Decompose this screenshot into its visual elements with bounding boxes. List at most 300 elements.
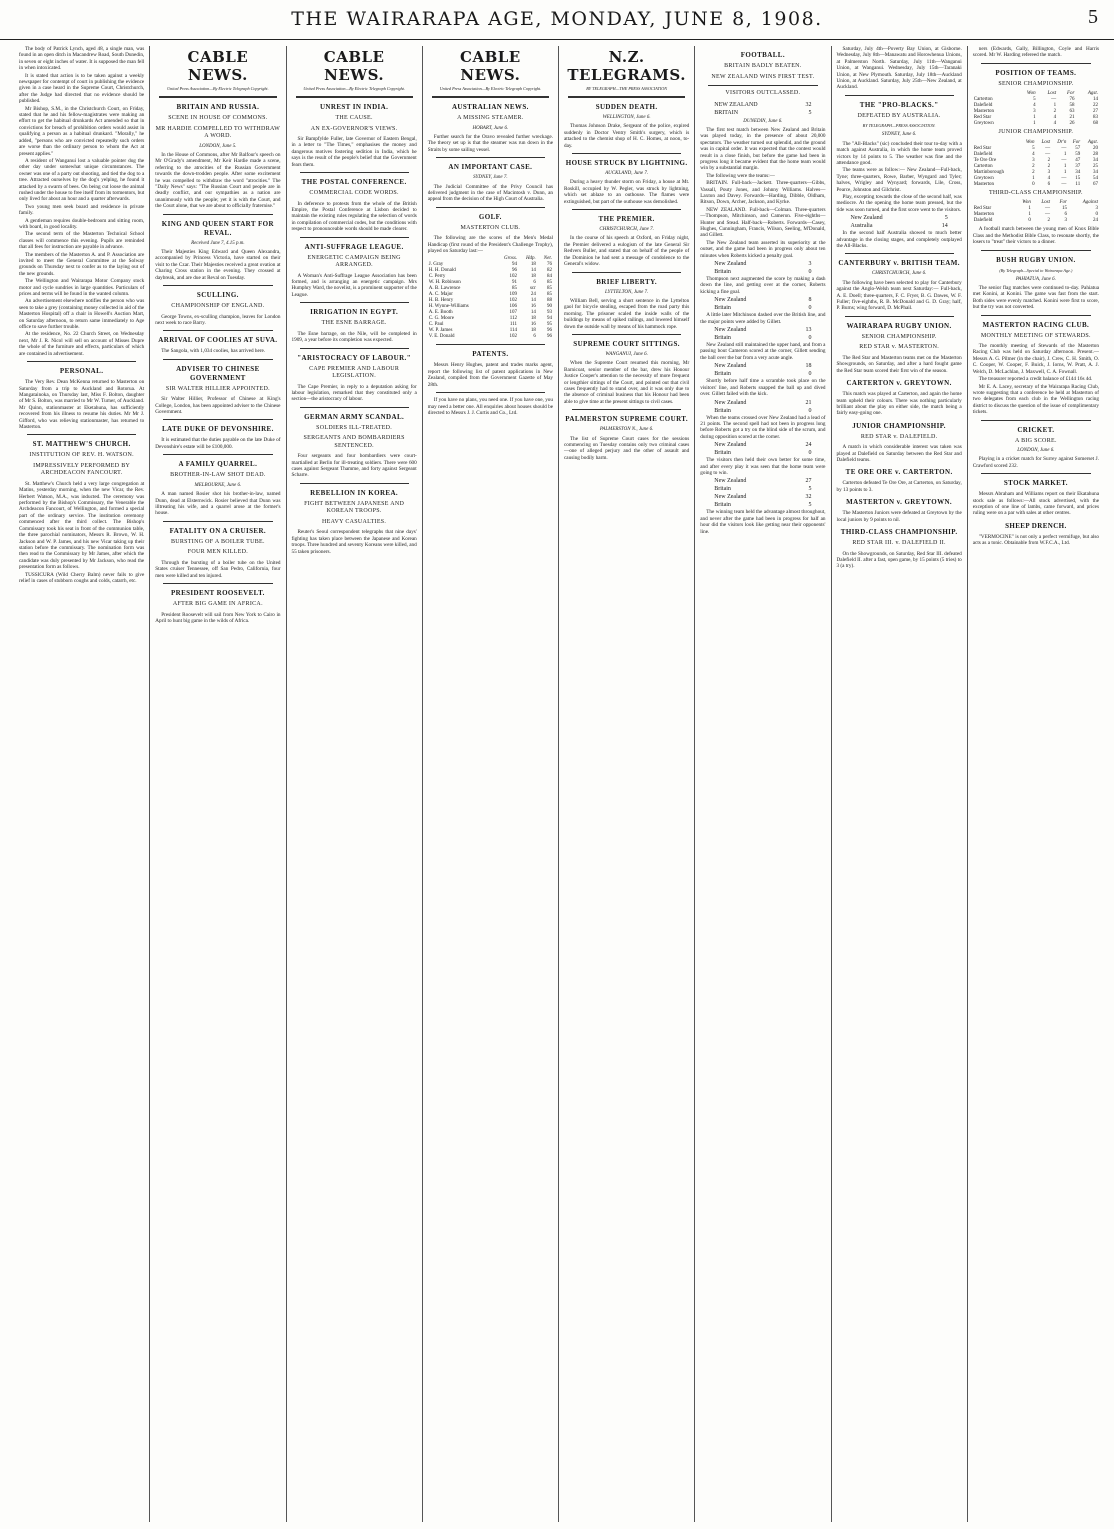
paragraph: The Very Rev. Dean McKenna returned to Masterton on Saturday from a trip to Auckland and Rotorua. At Mangatainoka, on Thursday last, Miss F. Bolton, daughter of Mr S. Bolton, was married to Mr W. Turner, of Auckland. Mr Quinn, stationmaster at Eketahuna, has sufficiently recovered from his illness to resume his duties. Mr Mr J. Gifford, who was relieving stationmaster, has returned to Masterton. xyxy=(19,379,145,430)
paragraph: In the course of his speech at Oxford, on Friday night, the Premier delivered a eulogism of the late General Sir Redvers Buller, and stated that on behalf of the people of the Dominion he had sent a message of condolence to the General's widow. xyxy=(564,235,690,268)
paragraph: A man named Rosier shot his brother-in-law, named Dunn, dead at Elsternwick. Rosier believed that Dunn was illtreating his wife, and a quarrel arose at the former's house. xyxy=(155,491,281,517)
table-cell: 15 xyxy=(1062,206,1067,212)
table-cell: 6 xyxy=(533,280,536,286)
paragraph: The teams were as follow:— New Zealand—Full-back, Tyne; three-quarters, Rowe, Barber, Wyngard and Tyler; halves, Wrigley and Wynyard; forwards, Lile, Cross, Pearce, Johnston and Gilchrist. xyxy=(836,167,962,193)
paragraph: Sir Bampfylde Fuller, late Governor of Eastern Bengal, in a letter to "The Times," emphasises the money and dangerous motives fostering sedition in India, which he says is the result of the people's belief that the Government fears them. xyxy=(291,136,417,168)
dateline: LONDON, June 6. xyxy=(1017,448,1055,454)
paragraph: Four sergeants and four bombardiers were court-martialled at Berlin for ill-treating soldiers. There were 600 cases against Sergeant Thamme, and forty against Sergeant Scharre. xyxy=(291,453,417,479)
table-cell: A. E. Booth xyxy=(428,310,453,316)
sub-heading: A BIG SCORE. xyxy=(1014,437,1057,444)
paragraph: A match in which considerable interest was taken was played at Dalefield on Saturday between the Red Star and Dalefield teams. xyxy=(836,444,962,464)
table-cell: 1 xyxy=(1033,121,1036,127)
divider xyxy=(436,392,545,393)
table-cell: 68 xyxy=(1093,121,1098,127)
table-header: Lost xyxy=(1047,91,1057,97)
table-cell: 82 xyxy=(547,268,552,274)
table-cell: 54 xyxy=(1093,175,1098,181)
sub-heading: ENERGETIC CAMPAIGN BEING ARRANGED. xyxy=(307,254,401,269)
section-heading: CANTERBURY v. BRITISH TEAM. xyxy=(838,259,960,268)
table-cell: 5 xyxy=(1033,97,1036,103)
section-heading: PALMERSTON SUPREME COURT. xyxy=(565,415,688,424)
table-cell: 4 xyxy=(1047,175,1051,181)
table-cell: 24 xyxy=(1093,218,1098,224)
paragraph: The Wellington and Wairarapa Motor Company stock motor and cycle sundries in large quantities. Particulars of prices and terms will be found in the wanted column. xyxy=(19,278,145,298)
table-cell: Red Star xyxy=(973,206,992,212)
table-cell: 96 xyxy=(547,334,552,340)
sub-heading: BRITAIN BADLY BEATEN. xyxy=(724,63,802,69)
table-cell: 25 xyxy=(1093,163,1098,169)
table-cell: 28 xyxy=(1093,151,1098,157)
dateline: SYDNEY, June 7. xyxy=(473,175,508,181)
divider xyxy=(845,316,954,317)
team-name: New Zealand xyxy=(714,327,747,334)
table-cell: 102 xyxy=(509,334,518,340)
table-cell: 1 xyxy=(1028,212,1031,218)
table-cell: — xyxy=(1051,97,1057,103)
score-line xyxy=(837,214,962,222)
team-score: 3 xyxy=(808,261,812,268)
table-cell: 1 xyxy=(1053,103,1057,109)
table-cell: 6 xyxy=(533,334,536,340)
table-cell: 85 xyxy=(547,286,552,292)
score-line xyxy=(700,485,825,493)
paragraph: Thompson next augmented the score by making a dash down the line, and getting over at the corner, Roberts kicking a fine goal. xyxy=(700,276,826,295)
paragraph: The second term of the Masterton Technical School classes will commence this evening. Pupils are reminded that all fees for instruction are payable in advance. xyxy=(19,231,145,251)
paragraph: Messrs Henry Hughes, patent and trades marks agent, report the following list of patent applications in New Zealand, compiled from the Government Gazette of May 28th. xyxy=(427,362,553,388)
table-cell: 111 xyxy=(509,322,518,328)
paragraph: This match was played at Carterton, and again the home team upheld their colours. There was nothing particularly brilliant about the play on either side, the match being a fairly easy-going one. xyxy=(836,391,962,417)
paragraph: William Bell, serving a short sentence in the Lyttelton gaol for bicycle stealing, escaped from the road party this morning. The prisoner scaled the inside walls of the buildings by means of spiked railings, and lowered himself down the outside wall by means of his hammock rope. xyxy=(564,297,690,330)
dateline: LYTTELTON, June 7. xyxy=(604,289,649,295)
sub-heading: HEAVY CASUALTIES. xyxy=(322,518,387,525)
sub-heading: RED STAR v. DALEFIELD. xyxy=(860,433,938,440)
sub-heading: FIGHT BETWEEN JAPANESE AND KOREAN TROOPS. xyxy=(304,500,405,515)
score-line xyxy=(700,304,825,312)
section-heading: PRESIDENT ROOSEVELT. xyxy=(170,589,265,597)
table-cell: C. Perry xyxy=(428,274,446,280)
sub-heading: INSTITUTION OF REV. H. WATSON. xyxy=(29,452,134,459)
team-name: NEW ZEALAND xyxy=(714,101,758,108)
table-cell: 1 xyxy=(1063,169,1067,175)
table-cell: Red Star xyxy=(973,145,992,151)
page-number: 5 xyxy=(1088,6,1098,28)
section-heading: STOCK MARKET. xyxy=(1003,479,1068,488)
table-header: For xyxy=(1067,91,1075,97)
paragraph: The body of Patrick Lynch, aged 48, a single man, was found in an open ditch in Macandrew Road, South Dunedin, in seven or eight inches of water. It is supposed the man fell in when intoxicated. xyxy=(19,46,145,72)
divider xyxy=(300,237,409,238)
team-name: Britain xyxy=(714,371,731,378)
table-cell: 11 xyxy=(1075,181,1081,187)
table-header: Net. xyxy=(543,256,552,262)
table-cell: 91 xyxy=(512,280,518,286)
third-class-standings-table xyxy=(973,200,1099,224)
paragraph: When the teams crossed over New Zealand had a lead of 21 points. The second spell had not been in progress long before Roberts got a try on the blind side of the scrum, and during opposition scored at the corner. xyxy=(700,414,826,440)
credit-line: BY TELEGRAPH—PRESS ASSOCIATION. xyxy=(862,123,936,129)
sub-heading: THIRD-CLASS CHAMPIONSHIP. xyxy=(988,189,1083,196)
senior-standings-table xyxy=(973,91,1099,127)
table-cell: J. Gray xyxy=(428,262,444,268)
dateline: CHRISTCHURCH, June 7. xyxy=(599,227,654,233)
table-cell: — xyxy=(1061,181,1067,187)
divider xyxy=(27,361,136,362)
golf-scores-table xyxy=(428,256,553,340)
table-row xyxy=(973,121,1099,127)
sub-heading: SENIOR CHAMPIONSHIP. xyxy=(861,333,937,340)
section-heading: REBELLION IN KOREA. xyxy=(310,488,399,497)
divider xyxy=(572,209,681,210)
divider xyxy=(163,583,272,584)
score-line xyxy=(700,399,825,407)
table-row xyxy=(973,182,1099,188)
paragraph: Saturday, July 4th—Poverty Bay Union, at Gisborne. Wednesday, July 8th—Manawatu and Horowhenua Unions, at Palmerston North. Saturday, July 11th—Wanganui Union, at Wanganui. Wednesday, July 15th—Taranaki Union, at New Plymouth. Saturday, July 18th—Auckland Union, at Auckland. Saturday, July 25th—New Zealand, at Auckland. xyxy=(836,46,962,91)
section-heading: SUPREME COURT SITTINGS. xyxy=(573,339,680,348)
paragraph: President Roosevelt will sail from New York to Cairo in April to hunt big game in the wilds of Africa. xyxy=(155,611,281,624)
table-cell: 14 xyxy=(530,268,536,274)
table-cell: — xyxy=(1044,212,1050,218)
paragraph: It is estimated that the duties payable on the late Duke of Devonshire's estate will be £100,000. xyxy=(155,437,281,450)
divider xyxy=(163,419,272,420)
paragraph: The senior flag matches were continued to-day. Pahiatua met Konini, at Konini. The game was fast from the start. Both sides were evenly matched. Konini were first to score, but the try was not converted. xyxy=(972,284,1099,311)
score-block xyxy=(700,441,825,457)
team-name: New Zealand xyxy=(714,478,747,485)
paragraph: During a heavy thunder storm on Friday, a house at Mt. Roskill, occupied by W. Pegler, was struck by lightning, which set ablaze to an outhouse. The flames were extinguished, but part of the outhouse was demolished. xyxy=(564,179,690,205)
sub-heading: SIR WALTER HILLIER APPOINTED. xyxy=(165,385,270,392)
section-heading: AN IMPORTANT CASE. xyxy=(448,163,533,172)
table-cell: 2 xyxy=(1047,218,1050,224)
table-cell: 84 xyxy=(547,274,552,280)
section-heading: WAIRARAPA RUGBY UNION. xyxy=(846,321,952,330)
table-cell: 14 xyxy=(530,298,536,304)
table-cell: 34 xyxy=(1075,169,1081,175)
section-heading: BRIEF LIBERTY. xyxy=(596,277,658,286)
table-cell: 6 xyxy=(1064,212,1067,218)
paragraph: A gentleman requires double-bedroom and sitting room, with board, in good locality. xyxy=(19,217,145,230)
table-cell: 114 xyxy=(509,328,518,334)
table-cell: 4 xyxy=(1033,103,1036,109)
table-cell: 18 xyxy=(530,274,536,280)
section-heading: CARTERTON v. GREYTOWN. xyxy=(846,379,952,388)
paragraph: The New Zealand team asserted its superiority at the outset, and the game had been in progress only about ten minutes when Roberts kicked a penalty goal. xyxy=(700,239,826,259)
sub-heading: IMPRESSIVELY PERFORMED BY ARCHDEACON FANCOURT. xyxy=(33,462,131,477)
table-cell: 112 xyxy=(509,316,518,322)
paragraph: The following have been selected to play for Canterbury against the Anglo-Welsh team next Saturday:— Full-back, A. E. Doell; three-quarters, F. C. Fryer, B. G. Dawes, W. F. Fuller; five-eighths, R. B. McDonald and G. D. Gray; half, P. Burns; wing forward, D. McPhail. xyxy=(836,279,962,312)
dateline: DUNEDIN, June 6. xyxy=(743,118,783,124)
table-header: Dr'n xyxy=(1057,139,1067,145)
junior-standings-table xyxy=(973,140,1099,188)
section-heading: SUDDEN DEATH. xyxy=(595,103,658,111)
divider xyxy=(27,434,136,435)
divider xyxy=(981,63,1091,64)
newspaper-title: THE WAIRARAPA AGE, MONDAY, JUNE 8, 1908. xyxy=(291,8,823,30)
table-cell: Dalefield xyxy=(973,218,993,224)
team-score: 21 xyxy=(805,399,812,406)
score-block xyxy=(700,477,825,493)
table-cell: 0 xyxy=(1032,181,1035,187)
paragraph: Their Majesties King Edward and Queen Alexandra, accompanied by Princess Victoria, have started on their visit to the Czar. Their Majesties received a great ovation at Charing Cross station in the evening. They crossed at daybreak, and are due at Reval on Tuesday. xyxy=(155,248,281,281)
score-line xyxy=(700,268,825,276)
team-name: Britain xyxy=(714,450,731,457)
score-line xyxy=(700,477,825,485)
dateline: LONDON, June 5. xyxy=(199,143,237,149)
table-cell: Te Ore Ore xyxy=(973,157,997,163)
section-heading: IRRIGATION IN EGYPT. xyxy=(310,308,399,317)
paragraph: A football match between the young men of Knox Bible Class and the Methodist Bible Class, to resonate shortly, the losers to "treat" their victors to a dinner. xyxy=(972,226,1099,246)
table-cell: 94 xyxy=(512,262,518,268)
section-heading: ADVISER TO CHINESE GOVERNMENT xyxy=(176,364,260,382)
divider xyxy=(708,85,817,86)
paragraph: New Zealand still maintained the upper hand, and from a passing bout Cameron scored at the corner, Gillett sending the ball over the bar from a very acute angle. xyxy=(700,342,826,361)
paragraph: NEW ZEALAND. Full-back—Colman. Three-quarters—Thompson, Mitchinson, and Cameron. Five-eighths—Hunter and Stead. Half-back—Roberts. Forwards—Casey, Hughes, Cunningham, Francis, Wilson, Seeling, M'Donald, and Gillett. xyxy=(700,206,826,239)
divider xyxy=(981,315,1091,316)
table-header: Agst. xyxy=(1087,91,1098,97)
dateline: SYDNEY, June 6. xyxy=(881,132,917,138)
table-cell: Masterton xyxy=(973,181,995,187)
dateline: PAHIATUA, June 6. xyxy=(1015,276,1056,282)
table-cell: 1 xyxy=(1063,151,1067,157)
team-name: New Zealand xyxy=(714,494,747,501)
table-cell: W. P. James xyxy=(428,328,453,334)
table-cell: 18 xyxy=(530,328,536,334)
table-cell: 2 xyxy=(1047,157,1051,163)
table-cell: 85 xyxy=(547,292,552,298)
team-score: 32 xyxy=(805,101,812,108)
score-line xyxy=(700,296,825,304)
table-row xyxy=(428,334,553,340)
score-line xyxy=(700,449,825,457)
dateline: Received June 7, 4.15 p.m. xyxy=(191,240,245,246)
sub-heading: AFTER BIG GAME IN AFRICA. xyxy=(172,601,263,607)
table-row xyxy=(973,218,1099,224)
section-heading: FOOTBALL. xyxy=(740,51,785,59)
table-cell: 90 xyxy=(547,304,552,310)
section-heading: POSITION OF TEAMS. xyxy=(995,68,1077,77)
credit-line: United Press Association—By Electric Telegraph Copyright. xyxy=(303,86,405,91)
section-heading: CRICKET. xyxy=(1017,425,1055,434)
table-header: Won xyxy=(1025,139,1035,145)
table-cell: H. B. Henry xyxy=(428,298,454,304)
section-heading: BUSH RUGBY UNION. xyxy=(996,255,1076,264)
table-cell: — xyxy=(1045,151,1051,157)
table-cell: H. Wynne-Williams xyxy=(428,304,469,310)
sub-heading: RED STAR v. MASTERTON. xyxy=(859,344,940,351)
sub-heading: AN EX-GOVERNOR'S VIEWS. xyxy=(310,125,398,132)
credit-line: BY TELEGRAPH—THE PRESS ASSOCIATION xyxy=(586,86,668,91)
column-8 xyxy=(968,46,1104,1522)
table-cell: 0 xyxy=(1095,212,1098,218)
section-heading: FATALITY ON A CRUISER. xyxy=(169,526,267,535)
section-heading: KING AND QUEEN START FOR REVAL. xyxy=(161,219,274,237)
table-cell: 76 xyxy=(1069,97,1075,103)
table-cell: Greytown xyxy=(973,121,994,127)
team-name: New Zealand xyxy=(714,261,747,268)
paragraph: In the second half Australia showed to much better advantage in the closing stages, and completely outplayed the All-Blacks. xyxy=(836,230,962,250)
paragraph: Mr Bishop, S.M., in the Christchurch Court, on Friday, stated that he and his fellow-magistrates were making an effort to get the habitual drunkards Act amended so that in convictions for breach of prohibition orders would assist in qualifying a person as a habitual drunkard. "Morally," he added, "persons who are convicted repeatedly such orders are worse than the ordinary person to whom the Act at present applies." xyxy=(19,105,145,157)
team-score: 24 xyxy=(805,442,812,449)
table-cell: 4 xyxy=(1032,151,1035,157)
table-cell: 18 xyxy=(530,262,536,268)
score-line xyxy=(700,407,825,415)
column-banner: CABLE NEWS. xyxy=(323,48,385,84)
paragraph: The Cape Premier, in reply to a deputation asking for labour legislation, remarked that they constituted only a section—the aristocracy of labour. xyxy=(291,383,417,403)
table-cell: Carterton xyxy=(973,163,993,169)
table-cell: 83 xyxy=(1093,115,1098,121)
team-score: 5 xyxy=(808,502,812,509)
table-cell: 96 xyxy=(547,328,552,334)
paragraph: ners (Edwards, Gally, Billington, Coyle and Harris scored. Mr W. Harding refereed the match. xyxy=(972,46,1099,59)
table-cell: 109 xyxy=(509,292,518,298)
paragraph: A resident of Wanganui lost a valuable pointer dog the other day under somewhat unique circumstances. The owner was one of a party out shooting, and tied the dog to a tree. Attracted ourselves by the dog's yelping, he found it attacked by a swarm of bees. On being cut loose the animal rushed under the house to free itself from its tormentors, but only lived for about an hour and a quarter afterwards. xyxy=(19,157,145,203)
divider xyxy=(163,214,272,215)
team-score: 5 xyxy=(808,109,812,116)
divider xyxy=(296,96,413,98)
divider xyxy=(568,96,685,98)
section-heading: BRITAIN AND RUSSIA. xyxy=(176,103,260,111)
table-cell: 2 xyxy=(1047,163,1051,169)
table-cell: 76 xyxy=(547,262,552,268)
sub-heading: SERGEANTS AND BOMBARDIERS SENTENCED. xyxy=(303,435,405,449)
team-score: 0 xyxy=(808,305,812,312)
section-heading: HOUSE STRUCK BY LIGHTNING. xyxy=(565,159,688,168)
table-cell: 5 xyxy=(1032,145,1035,151)
divider xyxy=(572,409,681,410)
table-cell: 20 xyxy=(1093,145,1098,151)
table-cell: 58 xyxy=(1069,103,1075,109)
table-cell: 1 xyxy=(1063,163,1067,169)
table-cell: 3 xyxy=(1064,218,1067,224)
divider xyxy=(845,253,954,254)
score-line xyxy=(700,109,825,117)
team-name: Britain xyxy=(714,335,731,342)
table-cell: 3 xyxy=(1047,169,1051,175)
credit-line: United Press Association—By Electric Telegraph Copyright. xyxy=(167,86,269,91)
team-score: 0 xyxy=(808,450,812,457)
paragraph: The list of Supreme Court cases for the sessions commencing on Tuesday contains only two criminal cases—one of alleged perjury and the other of assault and causing bodily harm. xyxy=(564,435,690,461)
section-heading: JUNIOR CHAMPIONSHIP. xyxy=(852,421,946,430)
table-cell: 26 xyxy=(1069,121,1075,127)
score-line xyxy=(700,493,825,501)
sub-heading: RED STAR III. v. DALEFIELD II. xyxy=(852,540,946,547)
table-cell: 3 xyxy=(1095,206,1098,212)
team-score: 8 xyxy=(808,297,812,304)
score-block xyxy=(700,326,825,342)
table-header: Lost xyxy=(1041,200,1050,206)
paragraph: Playing in a cricket match for Surrey against Somerset J. Crawford scored 232. xyxy=(972,456,1099,469)
table-cell: 2 xyxy=(1032,163,1035,169)
table-cell: Dalefield xyxy=(973,103,993,109)
sub-heading: MASTERTON CLUB. xyxy=(460,224,521,231)
dateline: WELLINGTON, June 6. xyxy=(602,115,651,120)
table-cell: 3 xyxy=(1032,157,1035,163)
paragraph: The first test match between New Zealand and Britain was played today, in the presence of about 20,000 spectators. The weather turned out splendid, and the ground was in capital order. It was expected that the contest would result in a close finish, but before the game had been in progress long it became evident that the home team would win by a substantial margin. xyxy=(700,126,826,172)
section-heading: ANTI-SUFFRAGE LEAGUE. xyxy=(304,242,404,251)
table-cell: 16 xyxy=(530,304,536,310)
section-heading: UNREST IN INDIA. xyxy=(319,103,389,111)
team-score: 5 xyxy=(808,486,812,493)
table-cell: — xyxy=(1061,145,1067,151)
sub-heading: VISITORS OUTCLASSED. xyxy=(725,90,801,96)
divider xyxy=(436,207,545,208)
team-name: Australia xyxy=(850,223,873,230)
divider xyxy=(981,420,1091,421)
table-cell: 94 xyxy=(547,316,552,322)
table-cell: 0 xyxy=(1028,218,1031,224)
paragraph: St. Matthew's Church held a very large congregation at Matins, yesterday morning, when the new Vicar, the Rev. Herbert Watson, M.A., was inducted. The ceremony was performed by the Bishop's Commissary, the Venerable the Archdeacon Fancourt, of Wellington, and formed a special part of the ordinary service. The institution ceremony commenced after the third collect. The Bishop's Commissary took his seat in front of the communion table, the three parochial nominators, Messrs R. Brown, W. H. Jackson and W. P. James, and his new Vicar taking up their station before the commissary. The nomination form was then read to the Commissary by Mr James, after which the candidate was duly presented by Mr Jackson, who read the presentation form as follows. xyxy=(19,480,145,571)
sub-heading: CAPE PREMIER AND LABOUR LEGISLATION. xyxy=(309,365,400,379)
table-cell: Dalefield xyxy=(973,151,993,157)
divider xyxy=(159,96,276,98)
table-cell: 34 xyxy=(1093,169,1098,175)
team-score: 18 xyxy=(805,363,812,370)
paragraph: The Sangola, with 1,034 coolies, has arrived here. xyxy=(161,348,266,355)
dateline: CHRISTCHURCH, June 6. xyxy=(871,271,927,277)
score-block xyxy=(700,296,825,312)
section-heading: ST. MATTHEW'S CHURCH. xyxy=(32,440,131,449)
table-cell: 24 xyxy=(530,292,536,298)
divider xyxy=(845,95,954,96)
sub-heading: COMMERCIAL CODE WORDS. xyxy=(309,190,399,197)
section-heading: MASTERTON v. GREYTOWN. xyxy=(846,498,953,507)
team-score: 27 xyxy=(805,478,812,485)
table-cell: 37 xyxy=(1075,163,1081,169)
table-header: Agst. xyxy=(1087,139,1098,145)
section-heading: A FAMILY QUARREL. xyxy=(178,460,258,469)
team-score: 0 xyxy=(808,269,812,276)
paragraph: It is stated that action is to be taken against a weekly newspaper for contempt of court in publishing the evidence given in a case heard in the Supreme Court, Christchurch, after the Judge had directed that no evidence should be published. xyxy=(19,72,145,105)
score-line xyxy=(700,326,825,334)
table-cell: 85 xyxy=(512,286,518,292)
section-heading: AUSTRALIAN NEWS. xyxy=(451,103,529,111)
table-cell: 15 xyxy=(1075,175,1081,181)
team-name: New Zealand xyxy=(714,297,747,304)
paragraph: The winning team held the advantage almost throughout, and never after the game had been in progress for half an hour did the visitors look like getting near their opponents' line. xyxy=(700,509,826,535)
table-cell: 27 xyxy=(1093,109,1098,115)
sub-heading: SOLDIERS ILL-TREATED. xyxy=(316,424,393,431)
table-cell: Red Star xyxy=(973,115,992,121)
section-heading: THE PREMIER. xyxy=(598,215,655,224)
table-cell: 4 xyxy=(1053,115,1057,121)
score-block xyxy=(837,214,962,230)
table-header: Lost xyxy=(1041,139,1051,145)
section-heading: PATENTS. xyxy=(472,350,509,359)
column-5 xyxy=(559,46,695,1522)
paragraph: The visitors then held their own better for some time, and after every play it was seen that the home team were going to win. xyxy=(700,457,826,476)
table-cell: 106 xyxy=(509,304,518,310)
dateline: MELBOURNE, June 6. xyxy=(194,482,242,488)
paragraph: The monthly meeting of Stewards of the Masterton Racing Club was held on Saturday afternoon. Present.—Messrs A. G. Pilmer (in the chair), J. Crew, C. H. Smith, O. C. Cooper, W. Cooper, F. Buick, J. Iorns, W. Pratt, A. J. Welch, D. McLachlan, J. Maxwell, C. A. Fownall. xyxy=(972,343,1099,375)
table-cell: Martinborough xyxy=(973,169,1005,175)
sub-heading: FOUR MEN KILLED. xyxy=(187,549,249,556)
team-name: New Zealand xyxy=(714,442,747,449)
column-4 xyxy=(423,46,559,1522)
table-cell: 2 xyxy=(1053,109,1057,115)
table-cell: A. B. Lawrence xyxy=(428,286,461,292)
divider xyxy=(432,96,549,98)
paragraph: The following were the teams:— xyxy=(706,172,775,179)
paragraph: In deference to protests from the whole of the British Empire, the Postal Conference at Lisbon decided to maintain the existing rules regulating the selection of words in compilation of commercial codes, but the conditions with respect to pronounceable words should be made clearer. xyxy=(291,200,417,233)
paragraph: An advertisement elsewhere notifies the person who was seen to take a grey (containing money collected in aid of the Masterton Hospital) off a chair in Howell's Auction Mart, on Saturday afternoon, to return same immediately to Age office to save further trouble. xyxy=(19,298,145,331)
table-cell: 96 xyxy=(512,268,518,274)
section-heading: LATE DUKE OF DEVONSHIRE. xyxy=(161,425,274,434)
section-heading: THE "PRO-BLACKS." xyxy=(859,100,939,109)
paragraph: Two young men seek board and residence in private family. xyxy=(19,203,145,217)
paragraph: The Red Star and Masterton teams met on the Masterton Showgrounds, on Saturday, and after a hard fought game the Red Star team scored their first win of the season. xyxy=(836,354,962,374)
section-heading: SCULLING. xyxy=(196,291,239,299)
score-block xyxy=(700,260,825,276)
column-3 xyxy=(287,46,423,1522)
sub-heading: SCENE IN HOUSE OF COMMONS. xyxy=(168,115,268,121)
table-cell: A. C. Major xyxy=(428,292,453,298)
divider xyxy=(163,359,272,360)
